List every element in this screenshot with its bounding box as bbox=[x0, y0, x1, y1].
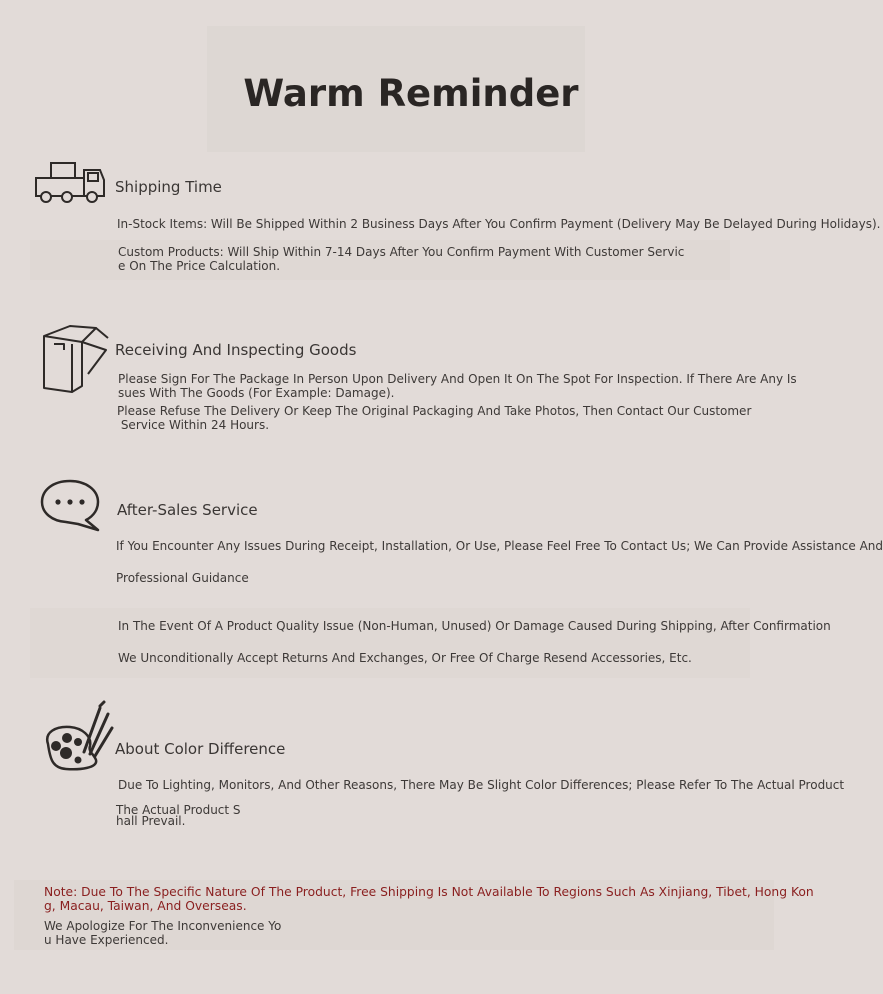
chat-bubble-icon bbox=[40, 478, 102, 534]
receiving-text-sign: Please Sign For The Package In Person Upon Delivery And Open It On The Spot For Inspection. If There Are Any Is sues With The Goods (For Example: Damage). bbox=[118, 372, 797, 400]
after-sales-text-quality: In The Event Of A Product Quality Issue (Non-Human, Unused) Or Damage Caused During Shipping, After Confirmation bbox=[118, 619, 831, 633]
section-heading-after-sales: After-Sales Service bbox=[117, 501, 258, 519]
apology-note: We Apologize For The Inconvenience Yo u Have Experienced. bbox=[44, 919, 282, 947]
page-title: Warm Reminder bbox=[243, 72, 579, 115]
section-heading-color: About Color Difference bbox=[115, 740, 286, 758]
after-sales-text-contact: If You Encounter Any Issues During Receipt, Installation, Or Use, Please Feel Free To Contact Us; We Can Provide Assistance And bbox=[116, 539, 883, 553]
box-icon bbox=[40, 324, 112, 394]
section-heading-shipping: Shipping Time bbox=[115, 178, 222, 196]
shipping-restriction-note: Note: Due To The Specific Nature Of The Product, Free Shipping Is Not Available To Regions Such As Xinjiang, Tibet, Hong Kon g, Macau, Taiwan, And Overseas. bbox=[44, 885, 814, 913]
receiving-text-refuse: Please Refuse The Delivery Or Keep The Original Packaging And Take Photos, Then Contact Our Customer Service Within 24 Hours. bbox=[117, 404, 752, 432]
color-text-actual-product: The Actual Product S hall Prevail. bbox=[116, 803, 241, 828]
after-sales-text-returns: We Unconditionally Accept Returns And Exchanges, Or Free Of Charge Resend Accessories, Etc. bbox=[118, 651, 692, 665]
truck-icon bbox=[34, 160, 108, 206]
after-sales-text-guidance: Professional Guidance bbox=[116, 571, 249, 585]
color-text-differences: Due To Lighting, Monitors, And Other Reasons, There May Be Slight Color Differences; Please Refer To The Actual Product bbox=[118, 778, 845, 792]
shipping-text-custom: Custom Products: Will Ship Within 7-14 Days After You Confirm Payment With Customer Servic e On The Price Calculation. bbox=[118, 245, 685, 273]
shipping-text-in-stock: In-Stock Items: Will Be Shipped Within 2 Business Days After You Confirm Payment (Delivery May Be Delayed During Holidays). bbox=[117, 217, 881, 231]
paint-palette-icon bbox=[40, 702, 116, 772]
section-heading-receiving: Receiving And Inspecting Goods bbox=[115, 341, 357, 359]
